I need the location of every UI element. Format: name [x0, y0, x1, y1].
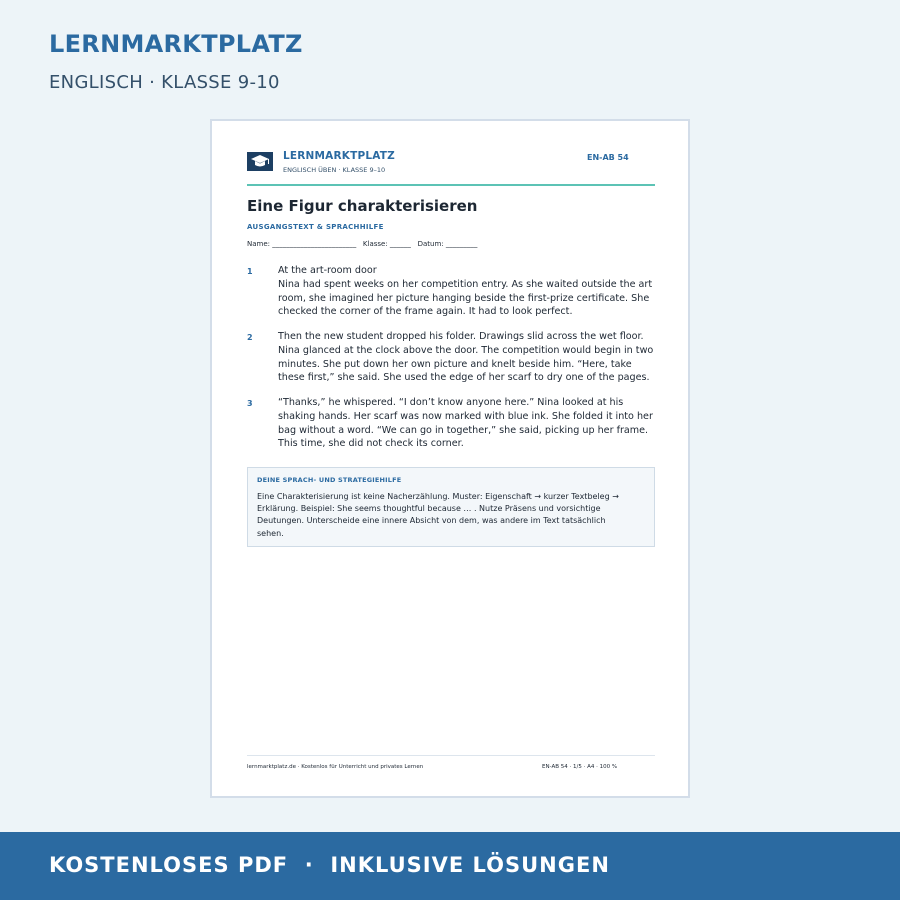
section-label: AUSGANGSTEXT & SPRACHHILFE [247, 223, 384, 231]
footer-site-note: lernmarktplatz.de · Kostenlos für Unterricht und privates Lernen [247, 764, 424, 770]
footer-divider [247, 755, 655, 756]
paragraph-number: 3 [247, 399, 253, 408]
paragraph-text: “Thanks,” he whispered. “I don’t know anyone here.” Nina looked at his shaking hands. Her scarf was now marked with blue ink. She folded it into her bag without a word. “We can go in together,” she said, picking up her frame. This time, she did not check its corner. [278, 397, 653, 450]
strategy-help-box [247, 467, 655, 547]
site-brand: LERNMARKTPLATZ [49, 30, 303, 58]
graduation-book-icon [247, 151, 273, 171]
promo-banner-text: KOSTENLOSES PDF · INKLUSIVE LÖSUNGEN [49, 853, 610, 877]
paragraph-number: 1 [247, 267, 253, 276]
promo-banner [0, 832, 900, 900]
worksheet-logo-name: LERNMARKTPLATZ [283, 150, 395, 162]
worksheet-logo-subtitle: ENGLISCH ÜBEN · KLASSE 9–10 [283, 166, 386, 174]
paragraph-text: Then the new student dropped his folder. Drawings slid across the wet floor. Nina glanced at the clock above the door. The competition would begin in two minutes. She put down her own picture and knelt beside him. “Here, take these first,” she said. She used the edge of her scarf to dry one of the pages. [278, 331, 654, 384]
paragraph-number: 2 [247, 333, 253, 342]
worksheet-preview [210, 119, 690, 798]
header-divider [247, 184, 655, 186]
site-subtitle: ENGLISCH · KLASSE 9-10 [49, 72, 280, 93]
footer-page-info: EN-AB 54 · 1/5 · A4 · 100 % [542, 764, 618, 770]
document-code: EN-AB 54 [587, 153, 629, 162]
student-form-row: Name: ________________________ Klasse: ______ Datum: _________ [247, 240, 478, 248]
help-box-title: DEINE SPRACH- UND STRATEGIEHILFE [257, 476, 402, 484]
help-box-text: Eine Charakterisierung ist keine Nacherzählung. Muster: Eigenschaft → kurzer Textbeleg → Erklärung. Beispiel: She seems thoughtful because … . Nutze Präsens und vorsichtige Deutungen. Unterscheide eine innere Absicht von dem, was andere im Text tatsächlich sehen. [257, 492, 619, 538]
worksheet-title: Eine Figur charakterisieren [247, 197, 478, 215]
paragraph-text: At the art-room door Nina had spent weeks on her competition entry. As she waited outside the art room, she imagined her picture hanging beside the first-prize certificate. She checked the corner of the frame again. It had to look perfect. [278, 265, 653, 318]
